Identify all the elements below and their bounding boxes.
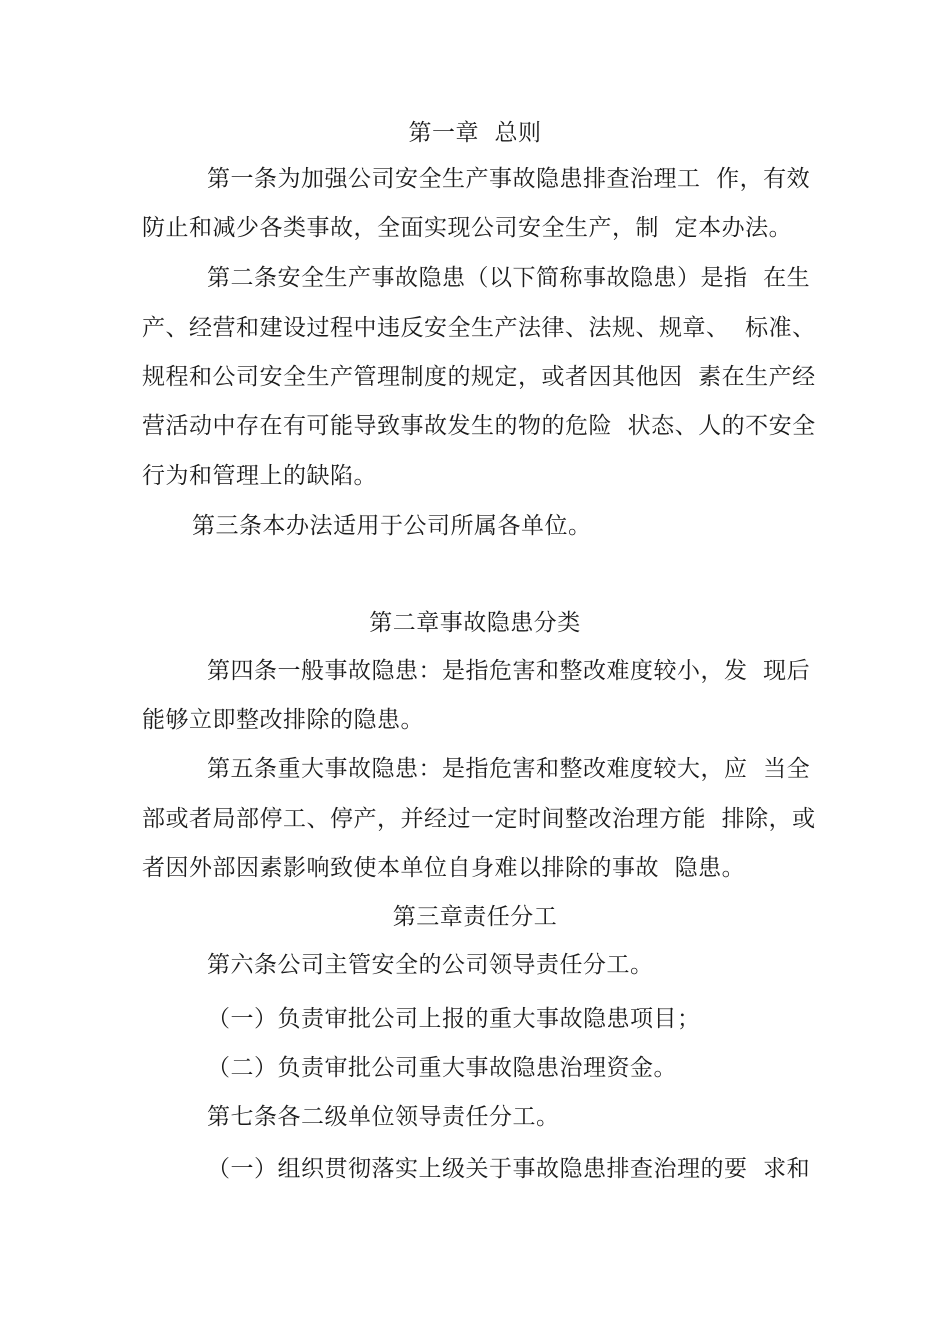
chapter-1-title: 第一章 总则	[408, 120, 542, 146]
article-5-line-1: 第五条重大事故隐患：是指危害和整改难度较大，应 当全	[207, 756, 811, 782]
article-1-line-2: 防止和减少各类事故，全面实现公司安全生产，制 定本办法。	[142, 215, 793, 241]
article-6-item-2: （二）负责审批公司重大事故隐患治理资金。	[207, 1055, 677, 1081]
article-4-line-2: 能够立即整改排除的隐患。	[142, 707, 424, 733]
article-6-item-1: （一）负责审批公司上报的重大事故隐患项目；	[207, 1006, 701, 1032]
article-6-line-1: 第六条公司主管安全的公司领导责任分工。	[207, 952, 654, 978]
article-7-line-1: 第七条各二级单位领导责任分工。	[207, 1104, 560, 1130]
article-1-line-1: 第一条为加强公司安全生产事故隐患排查治理工 作，有效	[207, 166, 811, 192]
article-2-line-5: 行为和管理上的缺陷。	[142, 463, 377, 489]
article-2-line-3: 规程和公司安全生产管理制度的规定，或者因其他因 素在生产经	[142, 364, 816, 390]
chapter-3-title: 第三章责任分工	[392, 904, 558, 930]
chapter-2-title: 第二章事故隐患分类	[369, 610, 581, 636]
article-7-item-1: （一）组织贯彻落实上级关于事故隐患排查治理的要 求和	[207, 1156, 811, 1182]
article-2-line-2: 产、经营和建设过程中违反安全生产法律、法规、规章、 标准、	[142, 315, 816, 341]
article-2-line-1: 第二条安全生产事故隐患（以下简称事故隐患）是指 在生	[207, 265, 811, 291]
article-5-line-2: 部或者局部停工、停产，并经过一定时间整改治理方能 排除，或	[142, 806, 816, 832]
article-2-line-4: 营活动中存在有可能导致事故发生的物的危险 状态、人的不安全	[142, 413, 816, 439]
article-3-line-1: 第三条本办法适用于公司所属各单位。	[192, 513, 592, 539]
article-5-line-3: 者因外部因素影响致使本单位自身难以排除的事故 隐患。	[142, 855, 746, 881]
article-4-line-1: 第四条一般事故隐患：是指危害和整改难度较小，发 现后	[207, 658, 811, 684]
